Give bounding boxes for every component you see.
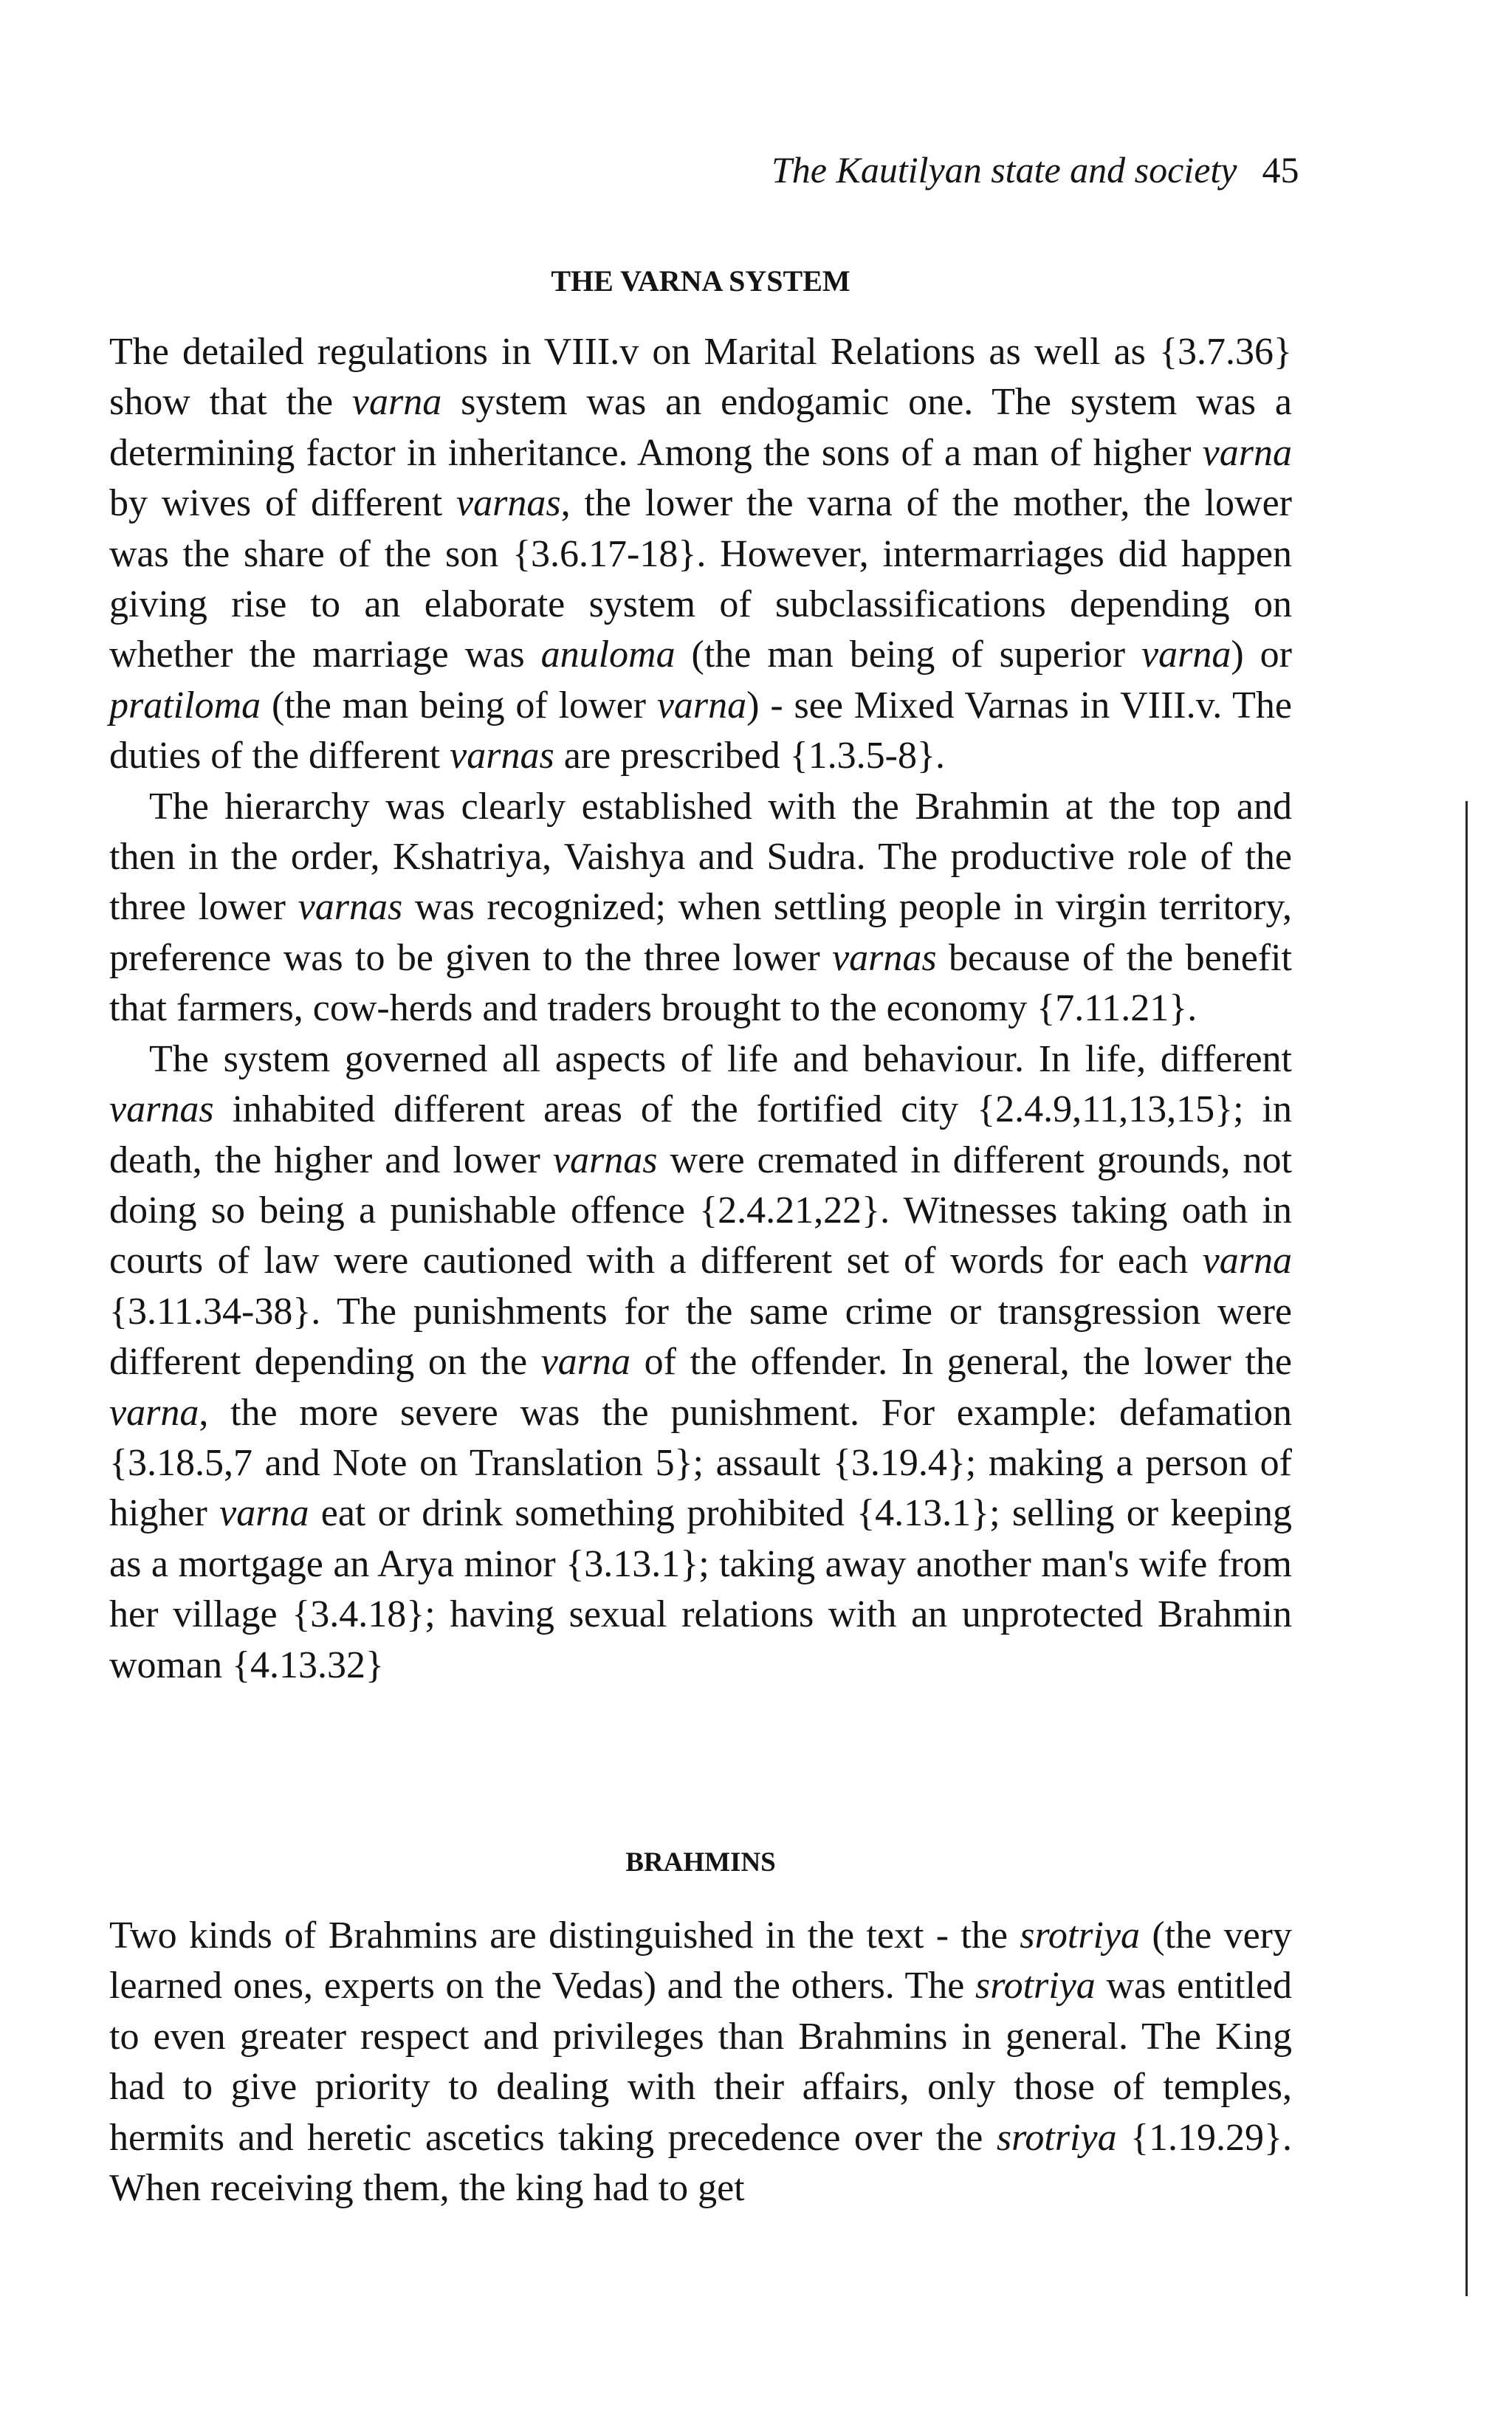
italic-term: varna [656,684,747,727]
italic-term: varna [351,381,442,424]
text-run: of the offender. In general, the lower the [630,1341,1292,1384]
italic-term: anuloma [540,633,676,676]
margin-rule [1465,801,1468,2296]
text-run: system was an endogamic one. The system was a determining factor in inheritance. Among the sons of a man of higher [109,381,1292,474]
text-run: , the lower the varna of the mother, the lower was the share of the son {3.6.17-18}. However, intermarriages did happen giving rise to an elaborate system of subclassifications depending on whether the marriage was [109,482,1292,676]
text-run: , the more severe was the punishment. For example: defamation {3.18.5,7 and Note on Translation 5}; assault {3.19.4}; making a person of higher [109,1391,1292,1535]
running-head-title: The Kautilyan state and society [772,149,1237,190]
text-run: (the man being of lower [261,684,657,727]
section-body-brahmins [109,1911,1292,2213]
paragraph [109,1911,1292,2213]
text-run: was entitled to even greater respect and privileges than Brahmins in general. The King had to give priority to dealing with their affairs, only those of temples, hermits and heretic ascetics taking precedence over the [109,1965,1292,2159]
text-run: are prescribed {1.3.5-8}. [554,735,945,777]
section-heading-varna-system: THE VARNA SYSTEM [551,264,850,298]
italic-term: srotriya [1020,1914,1141,1957]
italic-term: varna [1202,1240,1292,1282]
text-run: The system governed all aspects of life and behaviour. In life, different [149,1037,1292,1080]
text-run: by wives of different [109,482,457,525]
italic-term: varna [109,1391,199,1434]
italic-term: varnas [552,1138,658,1181]
section-heading-brahmins: BRAHMINS [625,1847,776,1878]
text-run: The hierarchy was clearly established with the Brahmin at the top and then in the order, Kshatriya, Vaishya and Sudra. The productive role of the three lower [109,785,1292,929]
text-run: {1.19.29}. When receiving them, the king had to get [109,2116,1293,2210]
text-run: were cremated in different grounds, not doing so being a punishable offence {2.4.21,22}. Witnesses taking oath in courts of law were cautioned with a different set of words for each [109,1138,1292,1282]
text-run: was recognized; when settling people in virgin territory, preference was to be given to the three lower [109,886,1292,979]
text-run: inhabited different areas of the fortified city {2.4.9,11,13,15}; in death, the higher and lower [109,1088,1292,1181]
text-run: (the man being of superior [675,633,1142,676]
text-run: eat or drink something prohibited {4.13.1}; selling or keeping as a mortgage an Arya minor {3.13.1}; taking away another man's wife from her village {3.4.18}; having sexual relations with an unprotected Brahmin woman {4.13.32} [109,1492,1293,1686]
italic-term: varna [1202,431,1292,474]
page-number: 45 [1262,149,1299,190]
italic-term: srotriya [975,1965,1096,2007]
text-run: ) or [1231,633,1292,676]
italic-term: varnas [450,735,554,777]
section-body-varna-system [109,327,1292,1691]
paragraph [109,327,1292,782]
running-head [772,148,1299,192]
italic-term: varna [219,1492,309,1535]
italic-term: varnas [298,886,403,929]
paragraph [109,1034,1292,1691]
text-run: Two kinds of Brahmins are distinguished in the text - the [109,1914,1020,1957]
italic-term: varna [540,1341,631,1384]
text-run: ) - see Mixed Varnas in VIII.v. The duties of the different [109,684,1292,777]
paragraph [109,782,1292,1034]
text-run: The detailed regulations in VIII.v on Marital Relations as well as {3.7.36} show that the [109,331,1292,424]
italic-term: varnas [109,1088,214,1131]
text-run: {3.11.34-38}. The punishments for the same crime or transgression were different depending on the [109,1290,1292,1384]
italic-term: varna [1141,633,1231,676]
italic-term: srotriya [996,2116,1117,2159]
italic-term: varnas [456,482,561,525]
text-run: because of the benefit that farmers, cow-herds and traders brought to the economy {7.11.21}. [109,936,1292,1030]
italic-term: pratiloma [109,684,261,727]
text-run: (the very learned ones, experts on the Vedas) and the others. The [109,1914,1292,2007]
italic-term: varnas [832,936,937,979]
